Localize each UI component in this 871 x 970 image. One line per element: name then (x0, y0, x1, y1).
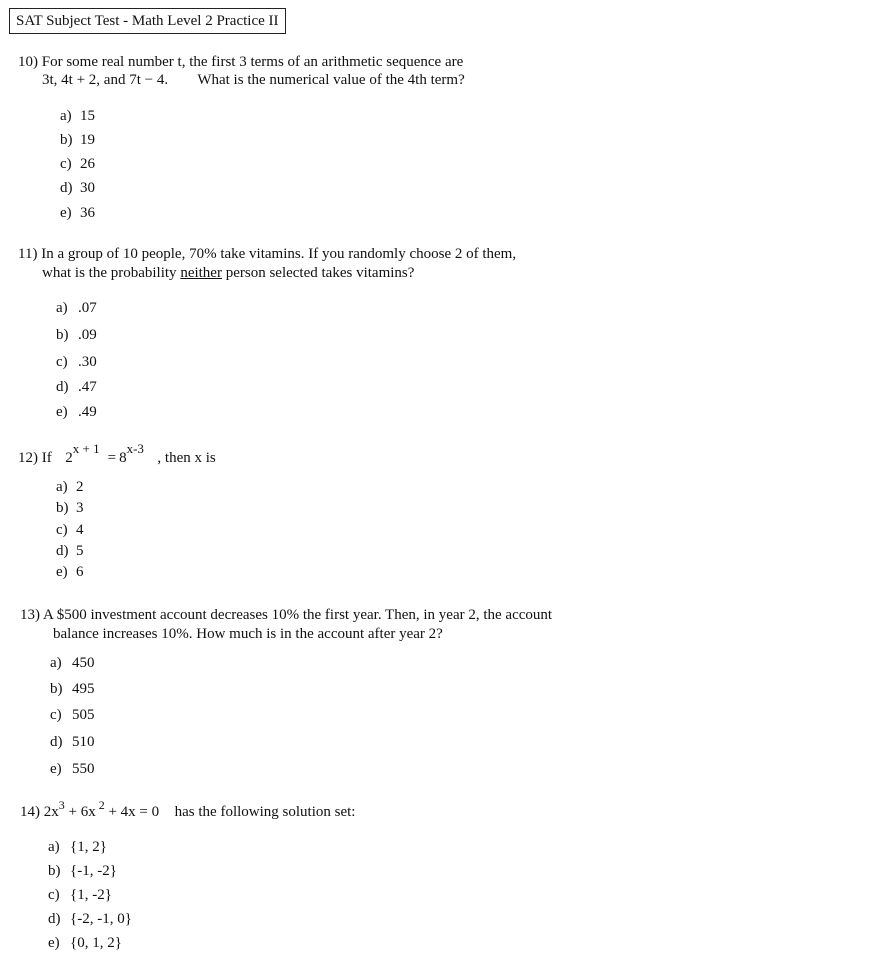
question-number: 11) (18, 246, 38, 262)
answer-option[interactable] (50, 760, 95, 778)
answer-option[interactable] (56, 378, 97, 396)
question-text: has the following solution set: (174, 804, 356, 820)
option-label: a) (48, 839, 60, 855)
option-label: c) (56, 354, 68, 370)
answer-option[interactable] (50, 706, 95, 724)
equation-term: 2x (43, 804, 59, 820)
page-title: SAT Subject Test - Math Level 2 Practice II (9, 8, 286, 34)
question-text: , then x is (157, 450, 216, 466)
answer-option[interactable] (50, 680, 95, 698)
option-label: b) (56, 327, 69, 343)
option-label: d) (56, 543, 69, 559)
option-value: .49 (78, 404, 97, 420)
answer-option[interactable] (48, 886, 112, 904)
emphasized-word: neither (180, 265, 222, 281)
option-value: 4 (76, 522, 84, 538)
option-value: {1, 2} (70, 839, 107, 855)
equation-term: + 4x = 0 (108, 804, 160, 820)
option-label: e) (50, 761, 62, 777)
option-value: 450 (72, 655, 95, 671)
option-value: {1, -2} (70, 887, 112, 903)
question-10-line1 (18, 53, 463, 71)
option-label: d) (60, 180, 73, 196)
answer-option[interactable] (60, 179, 95, 197)
option-value: 26 (80, 156, 95, 172)
equation-term: + 6x (68, 804, 96, 820)
answer-option[interactable] (60, 131, 95, 149)
option-label: b) (60, 132, 73, 148)
option-label: d) (48, 911, 61, 927)
answer-option[interactable] (56, 542, 84, 560)
answer-option[interactable] (48, 838, 107, 856)
answer-option[interactable] (48, 934, 122, 952)
question-text: balance increases 10%. How much is in the account after year 2? (53, 626, 443, 642)
question-10-line2 (42, 71, 465, 89)
question-text: person selected takes vitamins? (225, 265, 415, 281)
option-value: 30 (80, 180, 95, 196)
sequence-terms: 3t, 4t + 2, and 7t − 4. (42, 72, 169, 88)
answer-option[interactable] (56, 478, 84, 496)
question-14-line1 (20, 798, 356, 821)
option-value: 550 (72, 761, 95, 777)
question-number: 14) (20, 804, 40, 820)
question-text: A $500 investment account decreases 10% the first year. Then, in year 2, the account (42, 607, 553, 623)
option-value: 15 (80, 108, 95, 124)
option-label: c) (60, 156, 72, 172)
option-label: d) (50, 734, 63, 750)
option-value: {-1, -2} (70, 863, 117, 879)
question-text: If (41, 450, 52, 466)
exponent: x-3 (126, 441, 144, 456)
option-value: 6 (76, 564, 84, 580)
question-11-line2 (42, 264, 414, 282)
option-value: 3 (76, 500, 84, 516)
answer-option[interactable] (56, 403, 97, 421)
answer-option[interactable] (50, 733, 95, 751)
answer-option[interactable] (60, 107, 95, 125)
question-text: For some real number t, the first 3 terms of an arithmetic sequence are (41, 54, 464, 70)
option-value: 510 (72, 734, 95, 750)
exponent: 3 (58, 798, 65, 812)
option-value: 19 (80, 132, 95, 148)
option-value: .30 (78, 354, 97, 370)
option-label: b) (56, 500, 69, 516)
option-label: c) (50, 707, 62, 723)
option-label: a) (56, 300, 68, 316)
question-text: In a group of 10 people, 70% take vitamins. If you randomly choose 2 of them, (41, 246, 517, 262)
question-12-line1 (18, 441, 216, 467)
option-label: c) (48, 887, 60, 903)
answer-option[interactable] (60, 155, 95, 173)
option-label: e) (48, 935, 60, 951)
option-label: e) (56, 404, 68, 420)
question-number: 12) (18, 450, 38, 466)
answer-option[interactable] (48, 862, 117, 880)
option-label: e) (60, 205, 72, 221)
question-text: What is the numerical value of the 4th term? (197, 72, 465, 88)
answer-option[interactable] (50, 654, 95, 672)
base: 8 (119, 450, 127, 466)
option-value: 2 (76, 479, 84, 495)
question-text: what is the probability (42, 265, 177, 281)
equals-sign: = (107, 450, 117, 466)
question-13-line1 (20, 606, 552, 624)
question-number: 10) (18, 54, 38, 70)
exponent: x + 1 (72, 441, 100, 456)
option-value: 495 (72, 681, 95, 697)
answer-option[interactable] (56, 521, 84, 539)
option-label: c) (56, 522, 68, 538)
equation (65, 441, 144, 466)
option-value: .47 (78, 379, 97, 395)
answer-option[interactable] (56, 299, 97, 317)
option-value: 5 (76, 543, 84, 559)
answer-option[interactable] (48, 910, 132, 928)
equation (43, 798, 160, 820)
option-label: b) (48, 863, 61, 879)
answer-option[interactable] (60, 204, 95, 222)
option-label: b) (50, 681, 63, 697)
question-11-line1 (18, 245, 516, 263)
base: 2 (65, 450, 73, 466)
answer-option[interactable] (56, 326, 97, 344)
option-label: e) (56, 564, 68, 580)
option-label: d) (56, 379, 69, 395)
option-value: {-2, -1, 0} (70, 911, 132, 927)
option-label: a) (50, 655, 62, 671)
question-number: 13) (20, 607, 40, 623)
answer-option[interactable] (56, 499, 84, 517)
option-label: a) (60, 108, 72, 124)
exponent: 2 (98, 798, 105, 812)
question-13-line2 (53, 625, 443, 643)
answer-option[interactable] (56, 353, 97, 371)
option-value: .09 (78, 327, 97, 343)
option-label: a) (56, 479, 68, 495)
option-value: 36 (80, 205, 95, 221)
option-value: .07 (78, 300, 97, 316)
option-value: {0, 1, 2} (70, 935, 122, 951)
answer-option[interactable] (56, 563, 84, 581)
option-value: 505 (72, 707, 95, 723)
